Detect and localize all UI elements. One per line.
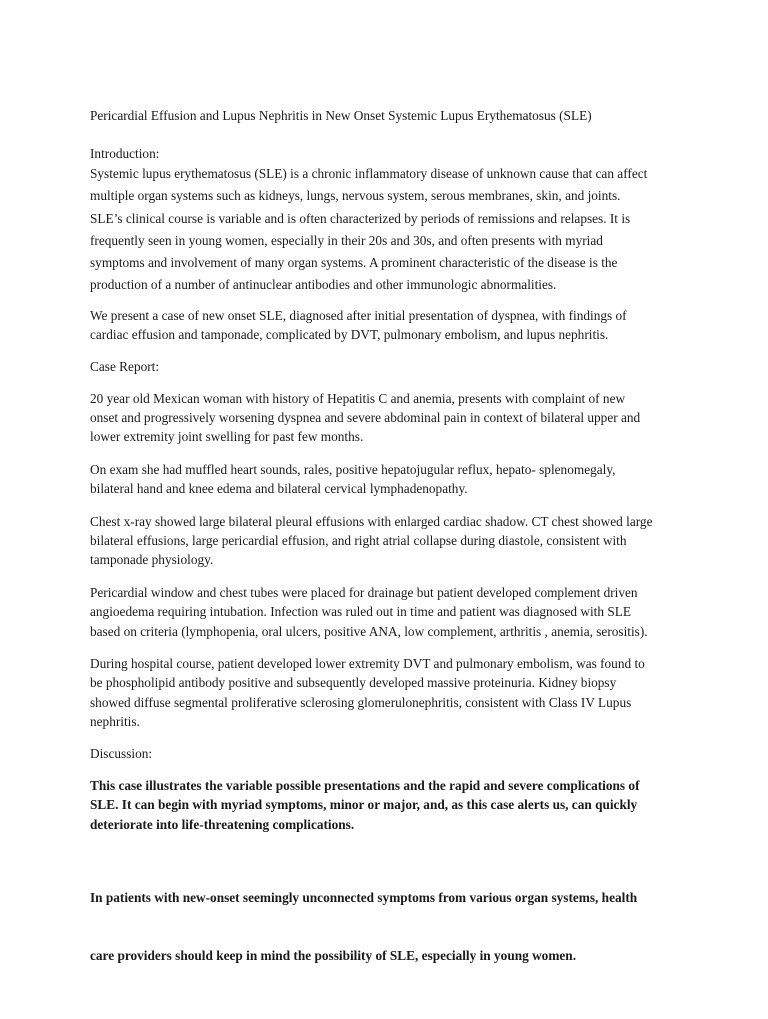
text-line: We present a case of new onset SLE, diagnosed after initial presentation of dyspnea, with findings of	[90, 307, 627, 323]
case-paragraph-history	[90, 389, 690, 447]
text-line: Systemic lupus erythematosus (SLE) is a chronic inflammatory disease of unknown cause that can affect	[90, 166, 648, 181]
text-line: lower extremity joint swelling for past few months.	[90, 429, 364, 445]
text-line: be phospholipid antibody positive and subsequently developed massive proteinuria. Kidney biopsy	[90, 675, 617, 691]
text-line: based on criteria (lymphopenia, oral ulcers, positive ANA, low complement, arthritis , anemia, serositis).	[90, 623, 648, 639]
text-line: bilateral effusions, large pericardial effusion, and right atrial collapse during diastole, consistent with	[90, 533, 627, 549]
document-page	[90, 107, 690, 1019]
text-line: showed diffuse segmental proliferative sclerosing glomerulonephritis, consistent with Class IV Lupus	[90, 694, 632, 710]
case-paragraph-treatment	[90, 583, 690, 641]
case-paragraph-imaging	[90, 512, 690, 570]
discussion-heading: Discussion:	[90, 745, 153, 761]
text-line: Pericardial window and chest tubes were placed for drainage but patient developed complement driven	[90, 584, 638, 600]
presentation-paragraph	[90, 306, 690, 345]
text-line: tamponade physiology.	[90, 552, 214, 568]
text-line: onset and progressively worsening dyspnea and severe abdominal pain in context of bilateral upper and	[90, 410, 641, 425]
case-paragraph-exam	[90, 460, 690, 499]
text-line: nephritis.	[90, 714, 140, 730]
text-line: production of a number of antinuclear antibodies and other immunologic abnormalities.	[90, 277, 557, 293]
text-line: Chest x-ray showed large bilateral pleural effusions with enlarged cardiac shadow. CT chest showed large	[90, 513, 653, 529]
discussion-paragraph-1	[90, 776, 690, 835]
text-line: frequently seen in young women, especially in their 20s and 30s, and often presents with myriad	[90, 232, 603, 248]
text-line: During hospital course, patient developed lower extremity DVT and pulmonary embolism, was found to	[90, 656, 645, 672]
introduction-paragraph	[90, 163, 690, 297]
introduction-heading: Introduction:	[90, 146, 160, 161]
text-line: deteriorate into life-threatening complications.	[90, 816, 355, 832]
case-report-heading: Case Report:	[90, 358, 160, 374]
text-line: care providers should keep in mind the possibility of SLE, especially in young women.	[90, 948, 577, 964]
text-line: angioedema requiring intubation. Infection was ruled out in time and patient was diagnosed with SLE	[90, 604, 631, 620]
discussion-paragraph-2	[90, 848, 690, 1005]
text-line: 20 year old Mexican woman with history of Hepatitis C and anemia, presents with complaint of new	[90, 390, 626, 406]
document-title: Pericardial Effusion and Lupus Nephritis in New Onset Systemic Lupus Erythematosus (SLE)	[90, 108, 592, 123]
text-line: In patients with new-onset seemingly unconnected symptoms from various organ systems, health	[90, 889, 638, 905]
text-line: SLE’s clinical course is variable and is often characterized by periods of remissions and relapses. It is	[90, 210, 631, 226]
case-paragraph-hospital-course	[90, 654, 690, 732]
text-line: symptoms and involvement of many organ systems. A prominent characteristic of the disease is the	[90, 255, 618, 271]
text-line: multiple organ systems such as kidneys, lungs, nervous system, serous membranes, skin, and joints.	[90, 188, 621, 204]
text-line: cardiac effusion and tamponade, complicated by DVT, pulmonary embolism, and lupus nephritis.	[90, 327, 609, 343]
text-line: On exam she had muffled heart sounds, rales, positive hepatojugular reflux, hepato- splenomegaly,	[90, 461, 616, 477]
text-line: This case illustrates the variable possible presentations and the rapid and severe complications of	[90, 777, 640, 793]
text-line: SLE. It can begin with myriad symptoms, minor or major, and, as this case alerts us, can quickly	[90, 797, 638, 813]
text-line: bilateral hand and knee edema and bilateral cervical lymphadenopathy.	[90, 481, 468, 497]
